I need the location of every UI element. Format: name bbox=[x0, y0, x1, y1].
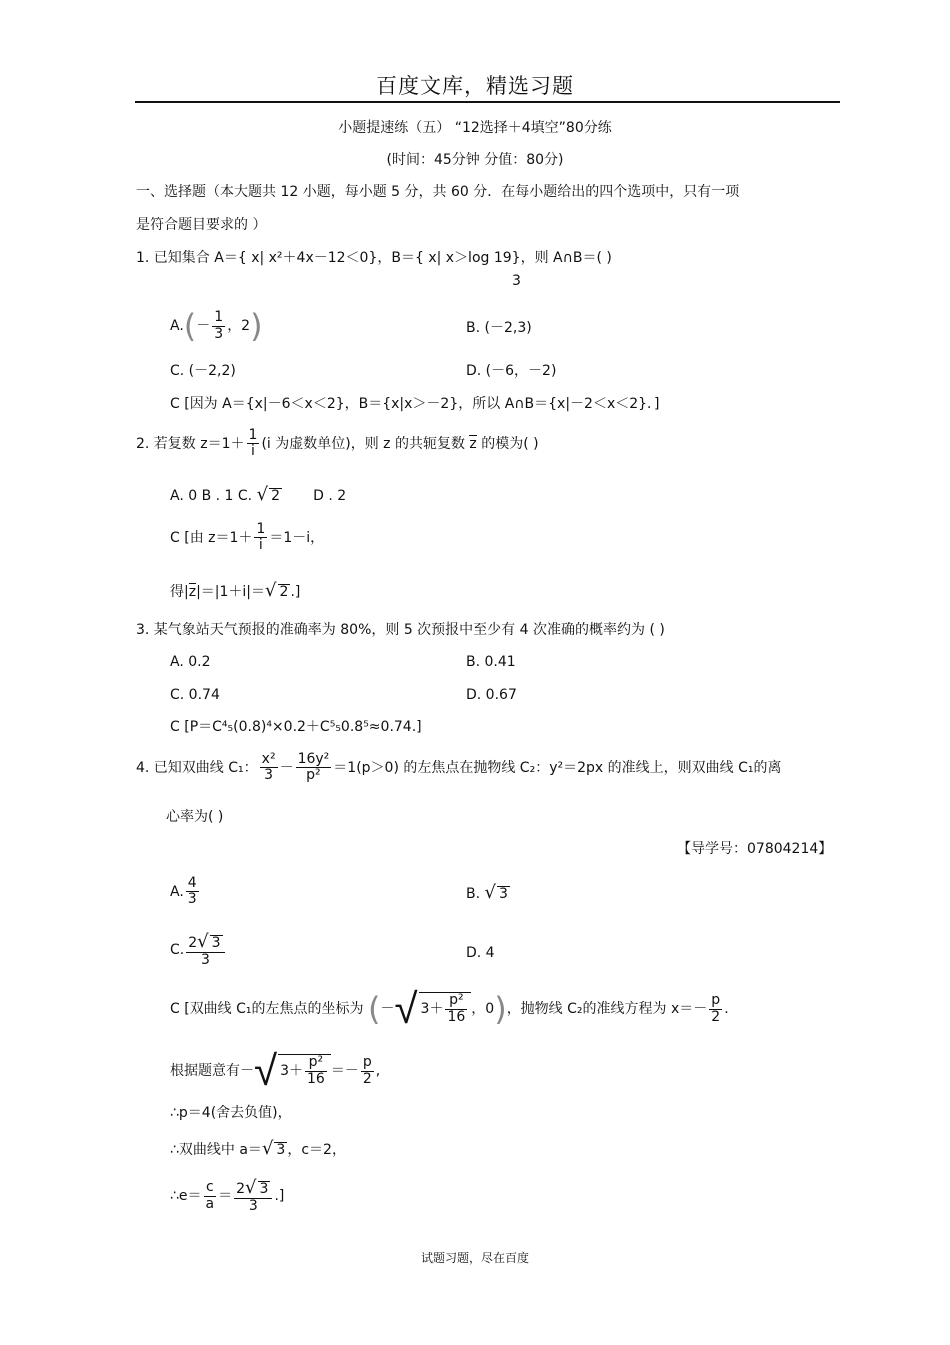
q2-stem: 2. 若复数 z＝1＋ $\frac{1}{i}$ (i 为虚数单位)，则 z 的共轭复数 z 的模为( ) bbox=[136, 427, 539, 460]
exercise-subtitle: 小题提速练（五） “12选择＋4填空”80分练 bbox=[338, 120, 612, 136]
q4-answer-line1: C [双曲线 C₁的左焦点的坐标为 (－√ 3＋ $\frac{\text{p²}}{16}$ ，0)，抛物线 C₂的准线方程为 x＝－ $\frac{p}{2}$ . bbox=[170, 984, 729, 1033]
q4-answer-line5: ∴e＝ $\frac{c}{a}$ ＝ $\frac{2√ 3}{3}$ .] bbox=[170, 1177, 285, 1214]
time-info: (时间：45分钟 分值：80分) bbox=[386, 152, 564, 168]
q4-stem-line2: 心率为( ) bbox=[166, 809, 224, 825]
q3-stem: 3. 某气象站天气预报的准确率为 80%，则 5 次预报中至少有 4 次准确的概率约为 ( ) bbox=[136, 622, 665, 638]
guide-number: 【导学号：07804214】 bbox=[677, 841, 833, 857]
q4-option-b: B. √ 3 bbox=[466, 882, 508, 903]
q3-option-d: D. 0.67 bbox=[466, 687, 517, 703]
q3-option-c: C. 0.74 bbox=[170, 687, 220, 703]
q4-answer-line3: ∴p＝4(舍去负值)， bbox=[170, 1105, 292, 1121]
q1-answer: C [因为 A＝{x|－6＜x＜2}，B＝{x|x＞－2}，所以 A∩B＝{x|－2＜x＜2}．] bbox=[170, 396, 660, 412]
q3-option-b: B. 0.41 bbox=[466, 654, 516, 670]
q3-option-a: A. 0.2 bbox=[170, 654, 211, 670]
q1-stem: 1. 已知集合 A＝{ x| x²＋4x－12＜0}，B＝{ x| x＞log 19}，则 A∩B＝( ) bbox=[136, 250, 612, 266]
q1-option-a: A.(－ $\frac{1}{3}$ ，2) bbox=[170, 307, 263, 345]
q2-answer-line1: C [由 z＝1＋ $\frac{1}{i}$ ＝1－i， bbox=[170, 521, 325, 554]
page-header-title: 百度文库，精选习题 bbox=[376, 74, 574, 98]
q4-answer-line4: ∴双曲线中 a＝√ 3 ，c＝2， bbox=[170, 1138, 346, 1159]
q4-option-c: C. $\frac{2√ 3}{3}$ bbox=[170, 932, 227, 968]
section-intro-line2: 是符合题目要求的 ） bbox=[136, 217, 267, 233]
q1-log-base: 3 bbox=[512, 273, 521, 289]
q4-option-d: D. 4 bbox=[466, 945, 495, 961]
page-footer: 试题习题，尽在百度 bbox=[420, 1251, 529, 1265]
section-intro-line1: 一、选择题（本大题共 12 小题，每小题 5 分，共 60 分．在每小题给出的四个选项中，只有一项 bbox=[136, 184, 740, 200]
q2-answer-line2: 得|z|＝|1＋i|＝√ 2 .] bbox=[170, 580, 301, 601]
q1-option-d: D. (－6，－2) bbox=[466, 363, 557, 379]
q4-answer-line2: 根据题意有－√ 3＋ $\frac{\text{p²}}{16}$ ＝－ $\frac{p}{2}$ , bbox=[170, 1046, 381, 1095]
q1-option-b: B. (－2,3) bbox=[466, 320, 532, 336]
q2-options: A. 0 B . 1 C. √ 2 D . 2 bbox=[170, 484, 347, 505]
q4-stem: 4. 已知双曲线 C₁： $\frac{\text{x²}}{3}$ － $\frac{\text{16y²}}{\text{p²}}$ ＝1(p＞0) 的左焦点在抛物线 C₂：y²＝2px 的准线上，则双曲线 C₁的离 bbox=[136, 751, 782, 784]
header-rule bbox=[135, 101, 840, 103]
q3-answer: C [P＝C⁴₅(0.8)⁴×0.2＋C⁵₅0.8⁵≈0.74.] bbox=[170, 719, 422, 735]
q1-option-c: C. (－2,2) bbox=[170, 363, 236, 379]
q4-option-a: A. $\frac{4}{3}$ bbox=[170, 875, 197, 908]
